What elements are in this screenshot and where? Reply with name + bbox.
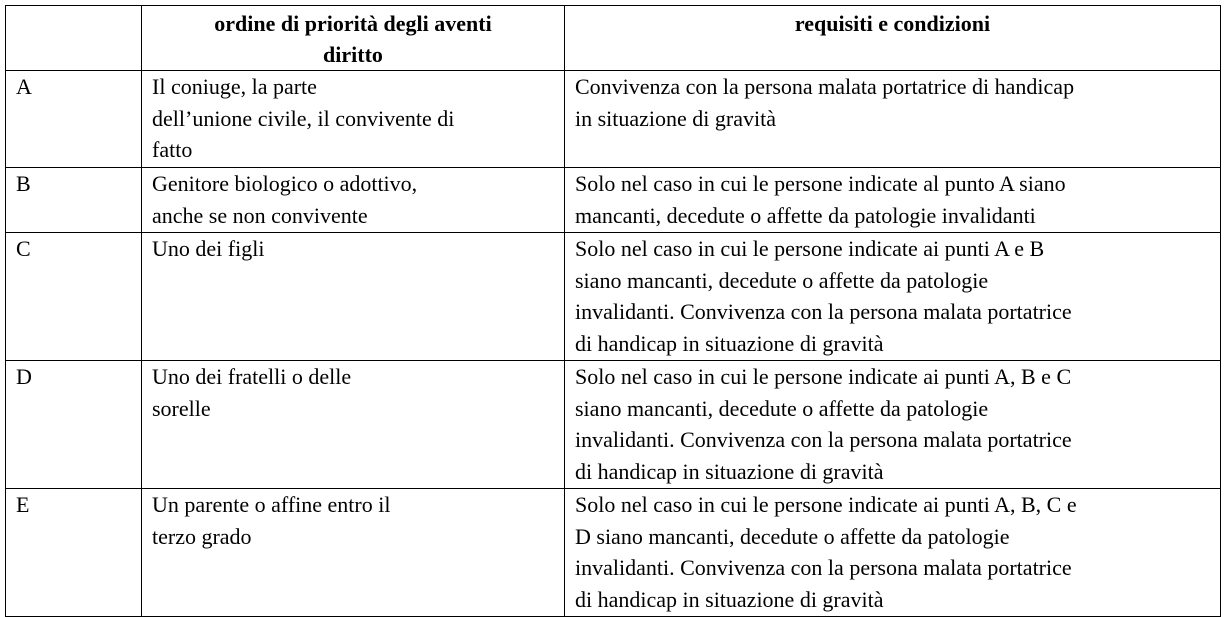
text-line: Il coniuge, la parte [152, 74, 317, 99]
text-line: Convivenza con la persona malata portatrice di handicap [575, 74, 1075, 99]
text-line: Solo nel caso in cui le persone indicate ai punti A e B [575, 236, 1045, 261]
row-beneficiary [142, 233, 565, 361]
text-line: terzo grado [152, 523, 252, 549]
row-beneficiary [142, 361, 565, 489]
text-line: siano mancanti, decedute o affette da patologie [575, 267, 989, 293]
header-letter-cell [6, 6, 142, 71]
row-requirements [565, 361, 1221, 489]
table-row [6, 489, 1221, 617]
text-line: invalidanti. Convivenza con la persona malata portatrice [575, 299, 1072, 324]
row-letter: E [6, 489, 142, 617]
text-line: invalidanti. Convivenza con la persona malata portatrice [575, 427, 1072, 452]
text-line: Un parente o affine entro il [152, 492, 391, 517]
text-line: Genitore biologico o adottivo, [152, 171, 418, 196]
row-requirements [565, 71, 1221, 168]
row-letter: A [6, 71, 142, 168]
row-requirements [565, 489, 1221, 617]
text-line: fatto [152, 137, 193, 162]
table-row [6, 168, 1221, 233]
text-line: di handicap in situazione di gravità [575, 586, 884, 612]
row-requirements [565, 233, 1221, 361]
row-requirements [565, 168, 1221, 233]
header-who-line: ordine di priorità degli aventi [214, 11, 492, 36]
text-line: in situazione di gravità [575, 105, 776, 131]
text-line: di handicap in situazione di gravità [575, 330, 884, 356]
table-row [6, 71, 1221, 168]
table-row [6, 233, 1221, 361]
row-beneficiary [142, 168, 565, 233]
text-line: dell’unione civile, il convivente di [152, 105, 455, 131]
text-line: mancanti, decedute o affette da patologie invalidanti [575, 202, 1036, 228]
text-line: Uno dei fratelli o delle [152, 364, 352, 389]
table-header-row [6, 6, 1221, 71]
row-letter: D [6, 361, 142, 489]
row-beneficiary [142, 71, 565, 168]
header-requirements-cell: requisiti e condizioni [565, 6, 1221, 71]
text-line: Solo nel caso in cui le persone indicate ai punti A, B e C [575, 364, 1072, 389]
text-line: di handicap in situazione di gravità [575, 458, 884, 484]
table-row [6, 361, 1221, 489]
text-line: Solo nel caso in cui le persone indicate al punto A siano [575, 171, 1066, 196]
header-who-cell [142, 6, 565, 71]
row-beneficiary [142, 489, 565, 617]
text-line: anche se non convivente [152, 202, 368, 228]
priority-table [5, 5, 1221, 617]
text-line: siano mancanti, decedute o affette da patologie [575, 395, 989, 421]
text-line: sorelle [152, 395, 211, 421]
row-letter: B [6, 168, 142, 233]
text-line: D siano mancanti, decedute o affette da patologie [575, 523, 1010, 549]
text-line: Solo nel caso in cui le persone indicate ai punti A, B, C e [575, 492, 1077, 517]
header-who-line: diritto [323, 42, 383, 67]
text-line: invalidanti. Convivenza con la persona malata portatrice [575, 555, 1072, 580]
row-letter: C [6, 233, 142, 361]
text-line: Uno dei figli [152, 236, 265, 261]
